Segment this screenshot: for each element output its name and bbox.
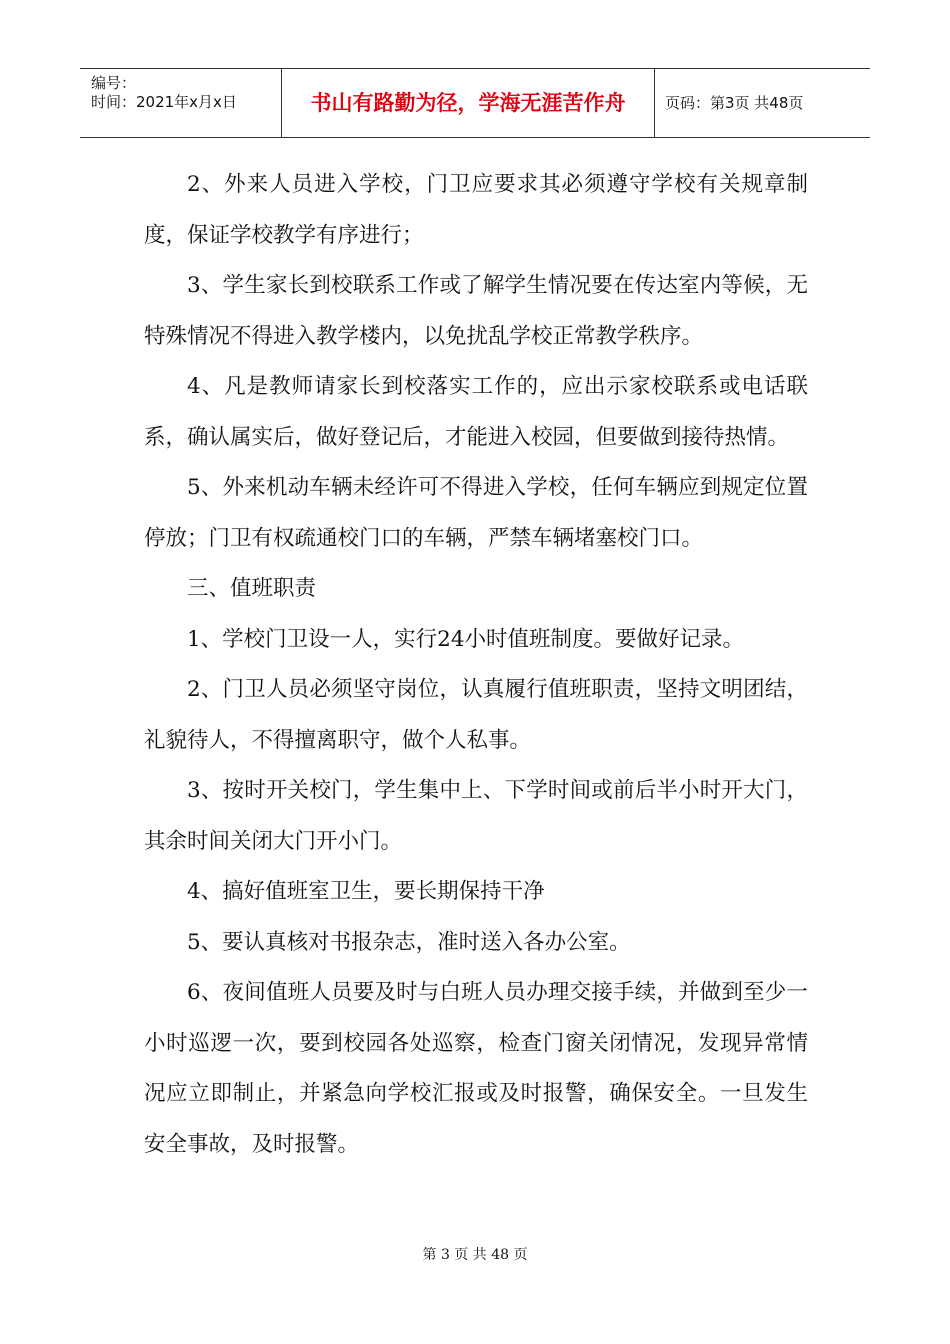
footer-page-number: 第 3 页 共 48 页 [422, 1247, 528, 1263]
section-heading-duty: 三、值班职责 [187, 576, 317, 601]
paragraph-duty-2: 2、门卫人员必须坚守岗位，认真履行值班职责，坚持文明团结，礼貌待人，不得擅离职守，做个人私事。 [144, 677, 808, 753]
paragraph-rule-2: 2、外来人员进入学校，门卫应要求其必须遵守学校有关规章制度，保证学校教学有序进行； [144, 172, 808, 248]
paragraph-duty-1: 1、学校门卫设一人，实行24小时值班制度。要做好记录。 [187, 626, 745, 652]
document-date-label: 时间：2021年x月x日 [91, 93, 237, 111]
paragraph-duty-3: 3、按时开关校门，学生集中上、下学时间或前后半小时开大门，其余时间关闭大门开小门。 [144, 778, 808, 854]
paragraph-duty-4: 4、搞好值班室卫生，要长期保持干净 [187, 879, 545, 904]
header-motto: 书山有路勤为径，学海无涯苦作舟 [282, 69, 655, 137]
page-footer [0, 1244, 950, 1264]
paragraph-duty-5: 5、要认真核对书报杂志，准时送入各办公室。 [187, 929, 631, 955]
document-number-label: 编号： [91, 74, 137, 92]
header-meta-cell [80, 69, 282, 137]
paragraph-duty-6: 6、夜间值班人员要及时与白班人员办理交接手续，并做到至少一小时巡逻一次，要到校园各处巡察，检查门窗关闭情况，发现异常情况应立即制止，并紧急向学校汇报或及时报警，确保安全。一旦发生安全事故，及时报警。 [144, 980, 808, 1157]
document-header [80, 68, 870, 138]
document-body [144, 160, 808, 1170]
paragraph-rule-3: 3、学生家长到校联系工作或了解学生情况要在传达室内等候，无特殊情况不得进入教学楼内，以免扰乱学校正常教学秩序。 [144, 273, 808, 349]
header-page-label: 页码：第3页 共48页 [665, 94, 804, 112]
paragraph-rule-5: 5、外来机动车辆未经许可不得进入学校，任何车辆应到规定位置停放；门卫有权疏通校门口的车辆，严禁车辆堵塞校门口。 [144, 475, 808, 551]
paragraph-rule-4: 4、凡是教师请家长到校落实工作的，应出示家校联系或电话联系，确认属实后，做好登记后，才能进入校园，但要做到接待热情。 [144, 374, 808, 450]
